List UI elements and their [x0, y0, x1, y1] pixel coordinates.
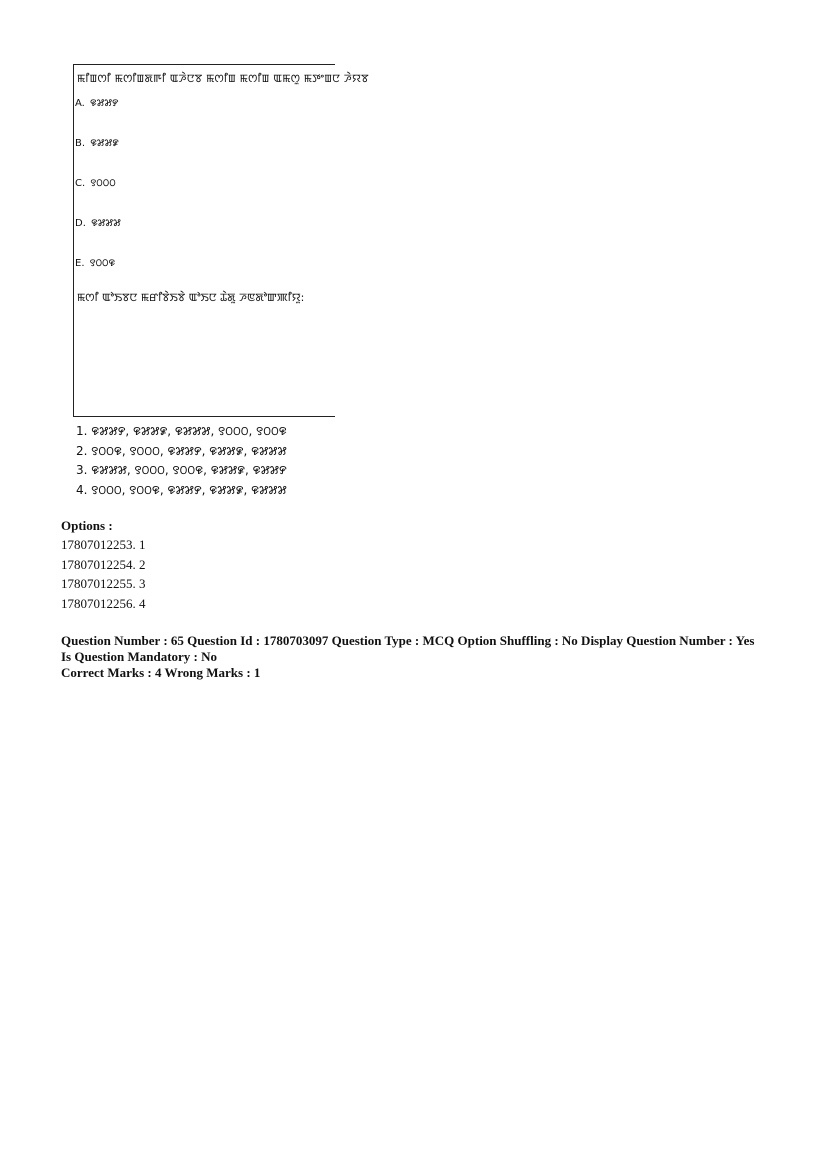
option-value: ꯶꯷꯷꯷: [91, 218, 121, 229]
question-option-c: [75, 176, 116, 190]
option-id-1: 17807012253. 1: [61, 537, 146, 552]
question-option-b: [75, 136, 119, 150]
question-option-a: [75, 96, 118, 110]
question-option-e: [75, 256, 115, 270]
answer-choice-1: 1. ꯶꯷꯷꯸, ꯶꯷꯷꯹, ꯶꯷꯷꯷, ꯱꯰꯰꯰, ꯱꯰꯰꯶: [76, 424, 287, 438]
answer-choice-2: 2. ꯱꯰꯰꯶, ꯱꯰꯰꯰, ꯶꯷꯷꯸, ꯶꯷꯷꯹, ꯶꯷꯷꯷: [76, 443, 287, 458]
arrange-instruction: ꯃꯁꯤ ꯑꯣꯏꯕꯅ ꯃꯔꯤꯕꯥꯏꯕꯥ ꯑꯣꯏꯅ ꯊꯥꯗꯨ ꯍꯟꯗꯣꯛꯄꯤꯌꯨ:: [77, 291, 305, 304]
answer-choices: [76, 422, 287, 500]
option-label: B.: [75, 138, 86, 149]
option-value: ꯱꯰꯰꯰: [90, 178, 116, 189]
marks-line: Correct Marks : 4 Wrong Marks : 1: [61, 665, 261, 680]
question-option-d: [75, 216, 121, 230]
answer-choice-3: 3. ꯶꯷꯷꯷, ꯱꯰꯰꯰, ꯱꯰꯰꯶, ꯶꯷꯷꯹, ꯶꯷꯷꯸: [76, 463, 287, 477]
option-label: C.: [75, 178, 86, 189]
option-value: ꯶꯷꯷꯹: [90, 138, 119, 149]
option-label: E.: [75, 258, 85, 269]
option-id-list: [61, 535, 146, 613]
option-id-4: 17807012256. 4: [61, 595, 146, 611]
option-value: ꯶꯷꯷꯸: [90, 98, 119, 109]
question-text: ꯃꯤꯡꯁꯤ ꯃꯁꯤꯡꯗꯒꯤ ꯑꯍꯥꯅꯕ ꯃꯁꯤꯡ ꯃꯁꯤꯡ ꯑꯃꯁꯨ ꯃꯇꯦꯡꯅ ꯍꯥꯌꯕ: [77, 72, 369, 85]
option-label: D.: [75, 218, 86, 229]
option-value: ꯱꯰꯰꯶: [89, 258, 116, 269]
options-heading: Options :: [61, 518, 113, 533]
question-meta-line: Question Number : 65 Question Id : 1780703097 Question Type : MCQ Option Shuffling : No Display Question Number : Yes Is Question Mandatory : No: [61, 633, 755, 664]
answer-choice-4: 4. ꯱꯰꯰꯰, ꯱꯰꯰꯶, ꯶꯷꯷꯸, ꯶꯷꯷꯹, ꯶꯷꯷꯷: [76, 482, 287, 497]
question-box: [73, 64, 369, 417]
option-label: A.: [75, 98, 85, 109]
option-id-2: 17807012254. 2: [61, 556, 146, 572]
question-meta: [61, 633, 761, 681]
option-id-3: 17807012255. 3: [61, 576, 146, 591]
